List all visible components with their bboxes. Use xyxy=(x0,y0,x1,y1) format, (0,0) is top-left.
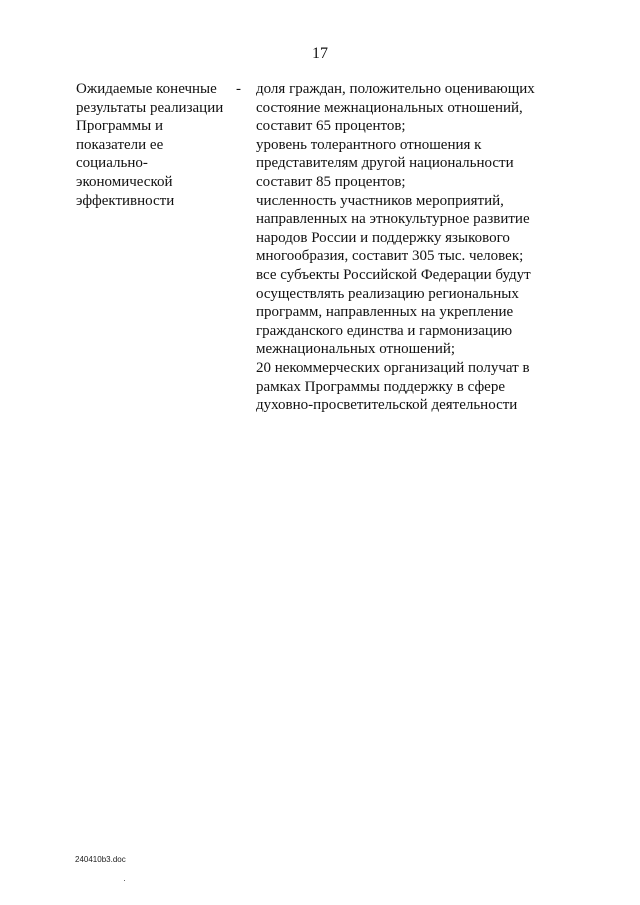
section-label-line: показатели ее xyxy=(76,136,164,153)
content-line: все субъекты Российской Федерации будут xyxy=(256,266,531,283)
section-label-line: эффективности xyxy=(76,192,175,209)
section-label-line: результаты реализации xyxy=(76,99,224,116)
content-line: осуществлять реализацию региональных xyxy=(256,285,519,302)
section-label-line: социально- xyxy=(76,155,148,172)
content-line: численность участников мероприятий, xyxy=(256,192,504,209)
page-number: 17 xyxy=(312,45,328,62)
section-content xyxy=(256,80,576,415)
content-line: доля граждан, положительно оценивающих xyxy=(256,81,535,97)
section-label-line: Ожидаемые конечные xyxy=(76,81,217,97)
section-label xyxy=(76,80,236,210)
content-line: межнациональных отношений; xyxy=(256,341,456,358)
content-line: программ, направленных на укрепление xyxy=(256,304,514,321)
section-label-line: Программы и xyxy=(76,118,163,135)
content-line: рамках Программы поддержку в сфере xyxy=(256,378,505,395)
file-code: 240410b3.doc xyxy=(75,855,126,864)
content-line: составит 85 процентов; xyxy=(256,173,406,190)
content-line: состояние межнациональных отношений, xyxy=(256,99,523,116)
content-line: уровень толерантного отношения к xyxy=(256,136,482,153)
scan-speck xyxy=(124,880,125,881)
content-line: гражданского единства и гармонизацию xyxy=(256,322,513,339)
content-line: 20 некоммерческих организаций получат в xyxy=(256,359,530,376)
separator-dash: - xyxy=(236,81,241,97)
content-line: составит 65 процентов; xyxy=(256,118,406,135)
section-label-line: экономической xyxy=(76,173,173,190)
content-line: духовно-просветительской деятельности xyxy=(256,397,518,414)
content-line: народов России и поддержку языкового xyxy=(256,229,510,246)
content-line: направленных на этнокультурное развитие xyxy=(256,211,530,228)
content-line: представителям другой национальности xyxy=(256,155,514,172)
content-line: многообразия, составит 305 тыс. человек; xyxy=(256,248,524,265)
